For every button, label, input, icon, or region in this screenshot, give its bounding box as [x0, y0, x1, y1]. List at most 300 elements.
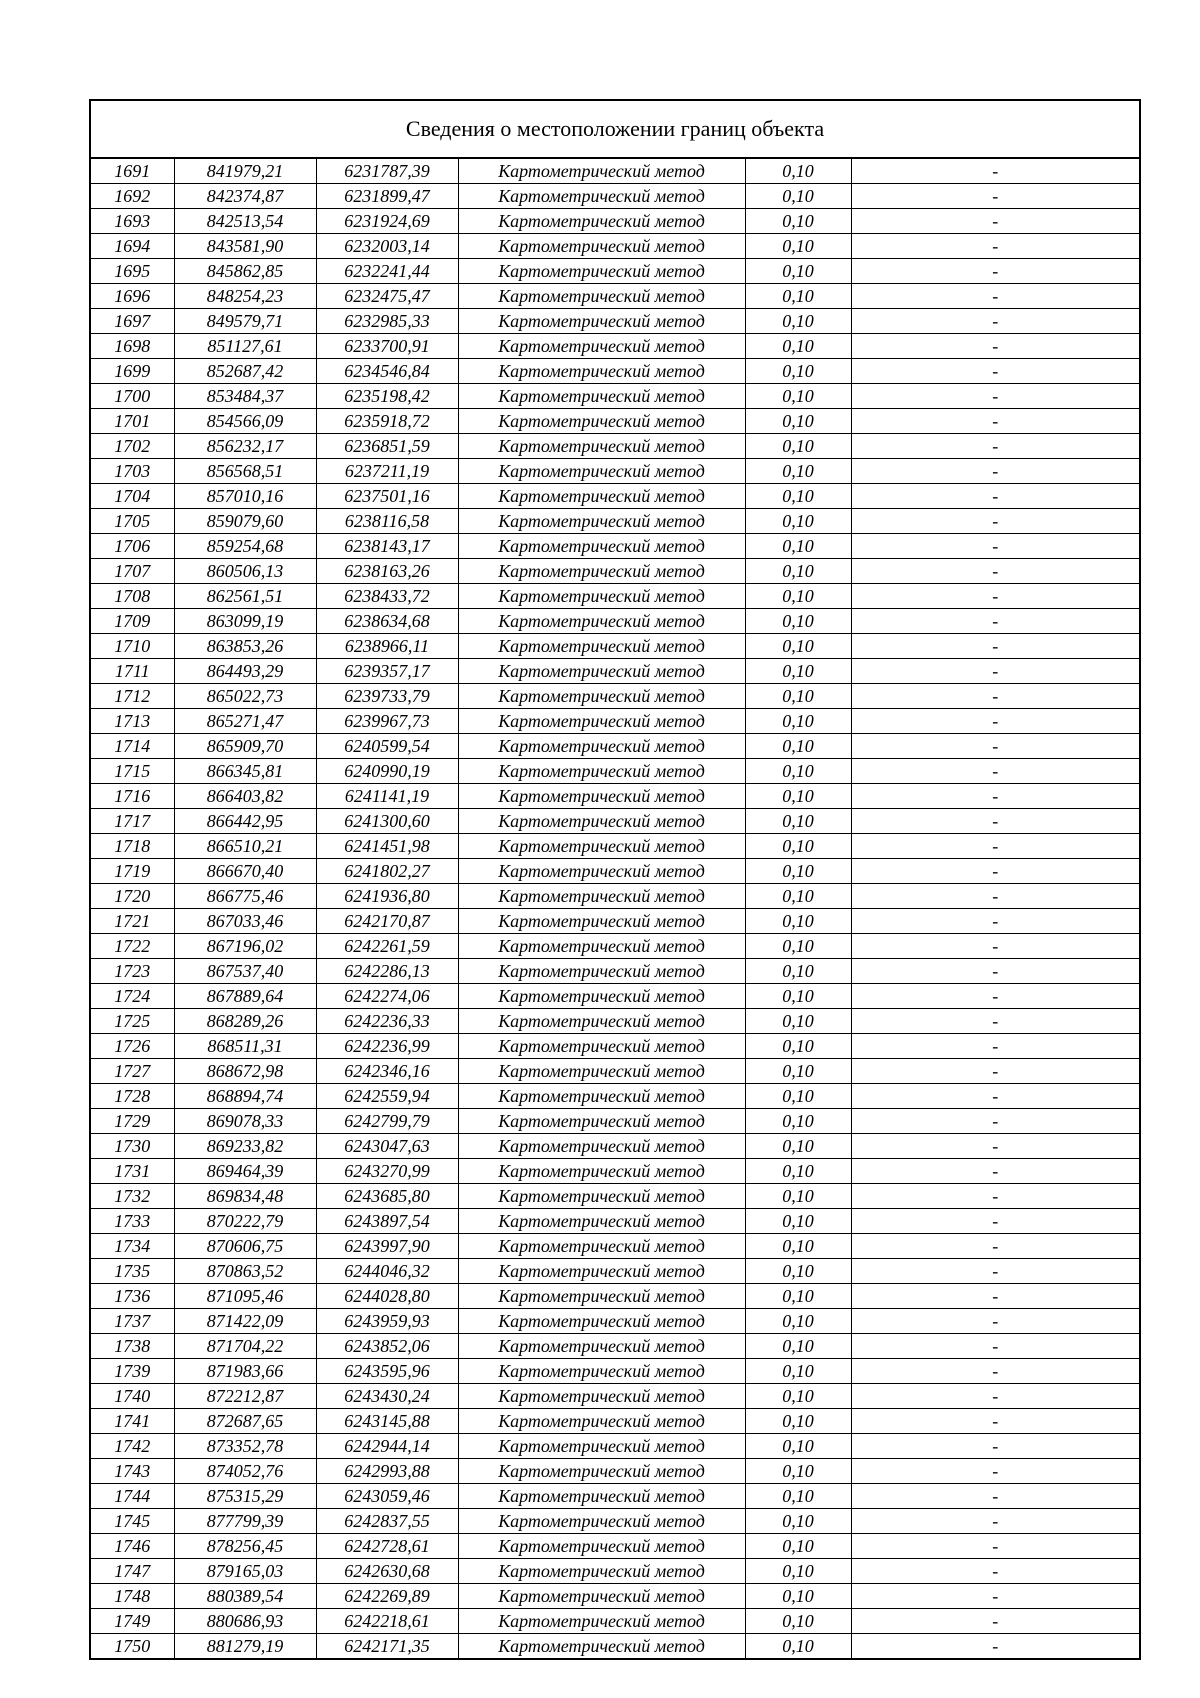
x-coordinate-cell: 851127,61 — [174, 334, 316, 359]
y-coordinate-cell: 6242261,59 — [316, 934, 458, 959]
method-cell: Картометрический метод — [458, 1209, 745, 1234]
description-cell: - — [851, 1059, 1139, 1084]
description-cell: - — [851, 209, 1139, 234]
point-number-cell: 1745 — [91, 1509, 174, 1534]
y-coordinate-cell: 6243145,88 — [316, 1409, 458, 1434]
accuracy-cell: 0,10 — [745, 734, 851, 759]
accuracy-cell: 0,10 — [745, 384, 851, 409]
method-cell: Картометрический метод — [458, 634, 745, 659]
table-row — [91, 1359, 1139, 1384]
y-coordinate-cell: 6243852,06 — [316, 1334, 458, 1359]
accuracy-cell: 0,10 — [745, 934, 851, 959]
point-number-cell: 1731 — [91, 1159, 174, 1184]
method-cell: Картометрический метод — [458, 959, 745, 984]
point-number-cell: 1715 — [91, 759, 174, 784]
x-coordinate-cell: 866442,95 — [174, 809, 316, 834]
accuracy-cell: 0,10 — [745, 1134, 851, 1159]
point-number-cell: 1695 — [91, 259, 174, 284]
accuracy-cell: 0,10 — [745, 1234, 851, 1259]
accuracy-cell: 0,10 — [745, 359, 851, 384]
method-cell: Картометрический метод — [458, 1059, 745, 1084]
point-number-cell: 1703 — [91, 459, 174, 484]
y-coordinate-cell: 6242346,16 — [316, 1059, 458, 1084]
description-cell: - — [851, 1209, 1139, 1234]
point-number-cell: 1709 — [91, 609, 174, 634]
point-number-cell: 1696 — [91, 284, 174, 309]
point-number-cell: 1730 — [91, 1134, 174, 1159]
x-coordinate-cell: 867033,46 — [174, 909, 316, 934]
description-cell: - — [851, 784, 1139, 809]
table-row — [91, 184, 1139, 209]
x-coordinate-cell: 864493,29 — [174, 659, 316, 684]
table-row — [91, 1009, 1139, 1034]
table-row — [91, 1284, 1139, 1309]
method-cell: Картометрический метод — [458, 834, 745, 859]
description-cell: - — [851, 434, 1139, 459]
method-cell: Картометрический метод — [458, 1359, 745, 1384]
point-number-cell: 1750 — [91, 1634, 174, 1659]
method-cell: Картометрический метод — [458, 159, 745, 184]
method-cell: Картометрический метод — [458, 1584, 745, 1609]
description-cell: - — [851, 1609, 1139, 1634]
y-coordinate-cell: 6241936,80 — [316, 884, 458, 909]
x-coordinate-cell: 868894,74 — [174, 1084, 316, 1109]
description-cell: - — [851, 359, 1139, 384]
description-cell: - — [851, 559, 1139, 584]
method-cell: Картометрический метод — [458, 1084, 745, 1109]
description-cell: - — [851, 284, 1139, 309]
accuracy-cell: 0,10 — [745, 1559, 851, 1584]
table-row — [91, 159, 1139, 184]
point-number-cell: 1729 — [91, 1109, 174, 1134]
method-cell: Картометрический метод — [458, 934, 745, 959]
table-row — [91, 409, 1139, 434]
point-number-cell: 1733 — [91, 1209, 174, 1234]
point-number-cell: 1728 — [91, 1084, 174, 1109]
description-cell: - — [851, 709, 1139, 734]
description-cell: - — [851, 1384, 1139, 1409]
table-row — [91, 1534, 1139, 1559]
y-coordinate-cell: 6241802,27 — [316, 859, 458, 884]
method-cell: Картометрический метод — [458, 409, 745, 434]
point-number-cell: 1702 — [91, 434, 174, 459]
x-coordinate-cell: 878256,45 — [174, 1534, 316, 1559]
x-coordinate-cell: 854566,09 — [174, 409, 316, 434]
method-cell: Картометрический метод — [458, 284, 745, 309]
description-cell: - — [851, 959, 1139, 984]
y-coordinate-cell: 6239357,17 — [316, 659, 458, 684]
accuracy-cell: 0,10 — [745, 1459, 851, 1484]
method-cell: Картометрический метод — [458, 1184, 745, 1209]
x-coordinate-cell: 866345,81 — [174, 759, 316, 784]
table-row — [91, 959, 1139, 984]
table-title: Сведения о местоположении границ объекта — [91, 101, 1139, 159]
point-number-cell: 1692 — [91, 184, 174, 209]
description-cell: - — [851, 909, 1139, 934]
point-number-cell: 1706 — [91, 534, 174, 559]
description-cell: - — [851, 984, 1139, 1009]
table-row — [91, 209, 1139, 234]
accuracy-cell: 0,10 — [745, 1409, 851, 1434]
accuracy-cell: 0,10 — [745, 609, 851, 634]
table-row — [91, 734, 1139, 759]
y-coordinate-cell: 6238143,17 — [316, 534, 458, 559]
description-cell: - — [851, 1534, 1139, 1559]
method-cell: Картометрический метод — [458, 1609, 745, 1634]
method-cell: Картометрический метод — [458, 1634, 745, 1659]
point-number-cell: 1742 — [91, 1434, 174, 1459]
table-row — [91, 1084, 1139, 1109]
x-coordinate-cell: 868672,98 — [174, 1059, 316, 1084]
accuracy-cell: 0,10 — [745, 259, 851, 284]
method-cell: Картометрический метод — [458, 1284, 745, 1309]
point-number-cell: 1727 — [91, 1059, 174, 1084]
method-cell: Картометрический метод — [458, 884, 745, 909]
y-coordinate-cell: 6241300,60 — [316, 809, 458, 834]
description-cell: - — [851, 884, 1139, 909]
y-coordinate-cell: 6243270,99 — [316, 1159, 458, 1184]
point-number-cell: 1705 — [91, 509, 174, 534]
accuracy-cell: 0,10 — [745, 809, 851, 834]
y-coordinate-cell: 6231787,39 — [316, 159, 458, 184]
accuracy-cell: 0,10 — [745, 634, 851, 659]
y-coordinate-cell: 6240599,54 — [316, 734, 458, 759]
y-coordinate-cell: 6242236,33 — [316, 1009, 458, 1034]
description-cell: - — [851, 1459, 1139, 1484]
accuracy-cell: 0,10 — [745, 534, 851, 559]
y-coordinate-cell: 6242993,88 — [316, 1459, 458, 1484]
point-number-cell: 1720 — [91, 884, 174, 909]
table-row — [91, 584, 1139, 609]
table-row — [91, 559, 1139, 584]
x-coordinate-cell: 857010,16 — [174, 484, 316, 509]
table-row — [91, 1559, 1139, 1584]
x-coordinate-cell: 880686,93 — [174, 1609, 316, 1634]
y-coordinate-cell: 6242218,61 — [316, 1609, 458, 1634]
table-row — [91, 1484, 1139, 1509]
description-cell: - — [851, 259, 1139, 284]
point-number-cell: 1693 — [91, 209, 174, 234]
y-coordinate-cell: 6232475,47 — [316, 284, 458, 309]
x-coordinate-cell: 852687,42 — [174, 359, 316, 384]
method-cell: Картометрический метод — [458, 484, 745, 509]
y-coordinate-cell: 6242837,55 — [316, 1509, 458, 1534]
accuracy-cell: 0,10 — [745, 284, 851, 309]
table-row — [91, 934, 1139, 959]
y-coordinate-cell: 6243997,90 — [316, 1234, 458, 1259]
description-cell: - — [851, 1284, 1139, 1309]
table-row — [91, 384, 1139, 409]
description-cell: - — [851, 1084, 1139, 1109]
accuracy-cell: 0,10 — [745, 309, 851, 334]
table-row — [91, 534, 1139, 559]
x-coordinate-cell: 853484,37 — [174, 384, 316, 409]
y-coordinate-cell: 6242944,14 — [316, 1434, 458, 1459]
x-coordinate-cell: 867196,02 — [174, 934, 316, 959]
accuracy-cell: 0,10 — [745, 859, 851, 884]
table-row — [91, 1209, 1139, 1234]
x-coordinate-cell: 863853,26 — [174, 634, 316, 659]
x-coordinate-cell: 869078,33 — [174, 1109, 316, 1134]
point-number-cell: 1738 — [91, 1334, 174, 1359]
table-row — [91, 1134, 1139, 1159]
x-coordinate-cell: 881279,19 — [174, 1634, 316, 1659]
accuracy-cell: 0,10 — [745, 184, 851, 209]
description-cell: - — [851, 1484, 1139, 1509]
method-cell: Картометрический метод — [458, 334, 745, 359]
point-number-cell: 1711 — [91, 659, 174, 684]
method-cell: Картометрический метод — [458, 459, 745, 484]
x-coordinate-cell: 866775,46 — [174, 884, 316, 909]
table-row — [91, 484, 1139, 509]
table-row — [91, 1434, 1139, 1459]
x-coordinate-cell: 871422,09 — [174, 1309, 316, 1334]
description-cell: - — [851, 1584, 1139, 1609]
accuracy-cell: 0,10 — [745, 759, 851, 784]
y-coordinate-cell: 6243897,54 — [316, 1209, 458, 1234]
table-row — [91, 259, 1139, 284]
accuracy-cell: 0,10 — [745, 1334, 851, 1359]
method-cell: Картометрический метод — [458, 384, 745, 409]
x-coordinate-cell: 862561,51 — [174, 584, 316, 609]
description-cell: - — [851, 684, 1139, 709]
point-number-cell: 1739 — [91, 1359, 174, 1384]
x-coordinate-cell: 867537,40 — [174, 959, 316, 984]
method-cell: Картометрический метод — [458, 784, 745, 809]
y-coordinate-cell: 6239733,79 — [316, 684, 458, 709]
x-coordinate-cell: 845862,85 — [174, 259, 316, 284]
accuracy-cell: 0,10 — [745, 584, 851, 609]
accuracy-cell: 0,10 — [745, 1084, 851, 1109]
accuracy-cell: 0,10 — [745, 434, 851, 459]
method-cell: Картометрический метод — [458, 1509, 745, 1534]
point-number-cell: 1721 — [91, 909, 174, 934]
point-number-cell: 1737 — [91, 1309, 174, 1334]
accuracy-cell: 0,10 — [745, 1359, 851, 1384]
method-cell: Картометрический метод — [458, 909, 745, 934]
x-coordinate-cell: 873352,78 — [174, 1434, 316, 1459]
table-row — [91, 1234, 1139, 1259]
method-cell: Картометрический метод — [458, 209, 745, 234]
table-row — [91, 1184, 1139, 1209]
method-cell: Картометрический метод — [458, 809, 745, 834]
x-coordinate-cell: 856232,17 — [174, 434, 316, 459]
x-coordinate-cell: 875315,29 — [174, 1484, 316, 1509]
description-cell: - — [851, 1359, 1139, 1384]
point-number-cell: 1704 — [91, 484, 174, 509]
x-coordinate-cell: 869834,48 — [174, 1184, 316, 1209]
table-row — [91, 1034, 1139, 1059]
y-coordinate-cell: 6242171,35 — [316, 1634, 458, 1659]
x-coordinate-cell: 867889,64 — [174, 984, 316, 1009]
y-coordinate-cell: 6242559,94 — [316, 1084, 458, 1109]
accuracy-cell: 0,10 — [745, 709, 851, 734]
method-cell: Картометрический метод — [458, 1484, 745, 1509]
description-cell: - — [851, 1309, 1139, 1334]
table-row — [91, 459, 1139, 484]
description-cell: - — [851, 634, 1139, 659]
description-cell: - — [851, 1259, 1139, 1284]
description-cell: - — [851, 159, 1139, 184]
method-cell: Картометрический метод — [458, 734, 745, 759]
table-row — [91, 884, 1139, 909]
y-coordinate-cell: 6244028,80 — [316, 1284, 458, 1309]
point-number-cell: 1724 — [91, 984, 174, 1009]
point-number-cell: 1749 — [91, 1609, 174, 1634]
y-coordinate-cell: 6231899,47 — [316, 184, 458, 209]
point-number-cell: 1710 — [91, 634, 174, 659]
description-cell: - — [851, 1234, 1139, 1259]
accuracy-cell: 0,10 — [745, 1484, 851, 1509]
accuracy-cell: 0,10 — [745, 559, 851, 584]
x-coordinate-cell: 871983,66 — [174, 1359, 316, 1384]
y-coordinate-cell: 6238634,68 — [316, 609, 458, 634]
table-row — [91, 1334, 1139, 1359]
accuracy-cell: 0,10 — [745, 1284, 851, 1309]
description-cell: - — [851, 809, 1139, 834]
y-coordinate-cell: 6240990,19 — [316, 759, 458, 784]
coordinates-table — [91, 159, 1139, 1658]
description-cell: - — [851, 1559, 1139, 1584]
table-row — [91, 759, 1139, 784]
y-coordinate-cell: 6243059,46 — [316, 1484, 458, 1509]
table-row — [91, 859, 1139, 884]
description-cell: - — [851, 1009, 1139, 1034]
x-coordinate-cell: 868289,26 — [174, 1009, 316, 1034]
accuracy-cell: 0,10 — [745, 784, 851, 809]
accuracy-cell: 0,10 — [745, 1009, 851, 1034]
point-number-cell: 1725 — [91, 1009, 174, 1034]
point-number-cell: 1718 — [91, 834, 174, 859]
x-coordinate-cell: 874052,76 — [174, 1459, 316, 1484]
accuracy-cell: 0,10 — [745, 234, 851, 259]
table-row — [91, 784, 1139, 809]
x-coordinate-cell: 870606,75 — [174, 1234, 316, 1259]
accuracy-cell: 0,10 — [745, 1509, 851, 1534]
table-row — [91, 1584, 1139, 1609]
method-cell: Картометрический метод — [458, 309, 745, 334]
x-coordinate-cell: 871095,46 — [174, 1284, 316, 1309]
accuracy-cell: 0,10 — [745, 1584, 851, 1609]
table-row — [91, 309, 1139, 334]
point-number-cell: 1707 — [91, 559, 174, 584]
x-coordinate-cell: 863099,19 — [174, 609, 316, 634]
method-cell: Картометрический метод — [458, 509, 745, 534]
y-coordinate-cell: 6242236,99 — [316, 1034, 458, 1059]
accuracy-cell: 0,10 — [745, 159, 851, 184]
method-cell: Картометрический метод — [458, 684, 745, 709]
table-row — [91, 709, 1139, 734]
y-coordinate-cell: 6244046,32 — [316, 1259, 458, 1284]
method-cell: Картометрический метод — [458, 184, 745, 209]
method-cell: Картометрический метод — [458, 434, 745, 459]
table-row — [91, 909, 1139, 934]
method-cell: Картометрический метод — [458, 259, 745, 284]
table-row — [91, 1259, 1139, 1284]
x-coordinate-cell: 871704,22 — [174, 1334, 316, 1359]
point-number-cell: 1732 — [91, 1184, 174, 1209]
x-coordinate-cell: 865271,47 — [174, 709, 316, 734]
method-cell: Картометрический метод — [458, 1559, 745, 1584]
description-cell: - — [851, 1634, 1139, 1659]
y-coordinate-cell: 6239967,73 — [316, 709, 458, 734]
accuracy-cell: 0,10 — [745, 1309, 851, 1334]
x-coordinate-cell: 859079,60 — [174, 509, 316, 534]
accuracy-cell: 0,10 — [745, 1159, 851, 1184]
description-cell: - — [851, 309, 1139, 334]
method-cell: Картометрический метод — [458, 1309, 745, 1334]
description-cell: - — [851, 1034, 1139, 1059]
description-cell: - — [851, 934, 1139, 959]
description-cell: - — [851, 1434, 1139, 1459]
method-cell: Картометрический метод — [458, 534, 745, 559]
y-coordinate-cell: 6241141,19 — [316, 784, 458, 809]
y-coordinate-cell: 6232003,14 — [316, 234, 458, 259]
accuracy-cell: 0,10 — [745, 1434, 851, 1459]
y-coordinate-cell: 6231924,69 — [316, 209, 458, 234]
y-coordinate-cell: 6236851,59 — [316, 434, 458, 459]
method-cell: Картометрический метод — [458, 1234, 745, 1259]
description-cell: - — [851, 759, 1139, 784]
x-coordinate-cell: 859254,68 — [174, 534, 316, 559]
method-cell: Картометрический метод — [458, 984, 745, 1009]
table-row — [91, 234, 1139, 259]
x-coordinate-cell: 870863,52 — [174, 1259, 316, 1284]
description-cell: - — [851, 859, 1139, 884]
y-coordinate-cell: 6243685,80 — [316, 1184, 458, 1209]
point-number-cell: 1735 — [91, 1259, 174, 1284]
table-row — [91, 1634, 1139, 1659]
description-cell: - — [851, 534, 1139, 559]
point-number-cell: 1748 — [91, 1584, 174, 1609]
table-row — [91, 1609, 1139, 1634]
description-cell: - — [851, 334, 1139, 359]
point-number-cell: 1691 — [91, 159, 174, 184]
point-number-cell: 1698 — [91, 334, 174, 359]
description-cell: - — [851, 734, 1139, 759]
point-number-cell: 1717 — [91, 809, 174, 834]
accuracy-cell: 0,10 — [745, 1184, 851, 1209]
table-row — [91, 334, 1139, 359]
y-coordinate-cell: 6232985,33 — [316, 309, 458, 334]
y-coordinate-cell: 6242170,87 — [316, 909, 458, 934]
point-number-cell: 1743 — [91, 1459, 174, 1484]
table-row — [91, 609, 1139, 634]
description-cell: - — [851, 184, 1139, 209]
method-cell: Картометрический метод — [458, 1334, 745, 1359]
description-cell: - — [851, 1159, 1139, 1184]
method-cell: Картометрический метод — [458, 1259, 745, 1284]
method-cell: Картометрический метод — [458, 1434, 745, 1459]
y-coordinate-cell: 6242269,89 — [316, 1584, 458, 1609]
table-row — [91, 659, 1139, 684]
y-coordinate-cell: 6234546,84 — [316, 359, 458, 384]
y-coordinate-cell: 6242799,79 — [316, 1109, 458, 1134]
coordinates-table-body — [91, 159, 1139, 1658]
method-cell: Картометрический метод — [458, 359, 745, 384]
accuracy-cell: 0,10 — [745, 684, 851, 709]
accuracy-cell: 0,10 — [745, 334, 851, 359]
point-number-cell: 1744 — [91, 1484, 174, 1509]
point-number-cell: 1699 — [91, 359, 174, 384]
table-row — [91, 809, 1139, 834]
table-row — [91, 359, 1139, 384]
y-coordinate-cell: 6243595,96 — [316, 1359, 458, 1384]
y-coordinate-cell: 6243959,93 — [316, 1309, 458, 1334]
x-coordinate-cell: 865909,70 — [174, 734, 316, 759]
y-coordinate-cell: 6243430,24 — [316, 1384, 458, 1409]
x-coordinate-cell: 841979,21 — [174, 159, 316, 184]
